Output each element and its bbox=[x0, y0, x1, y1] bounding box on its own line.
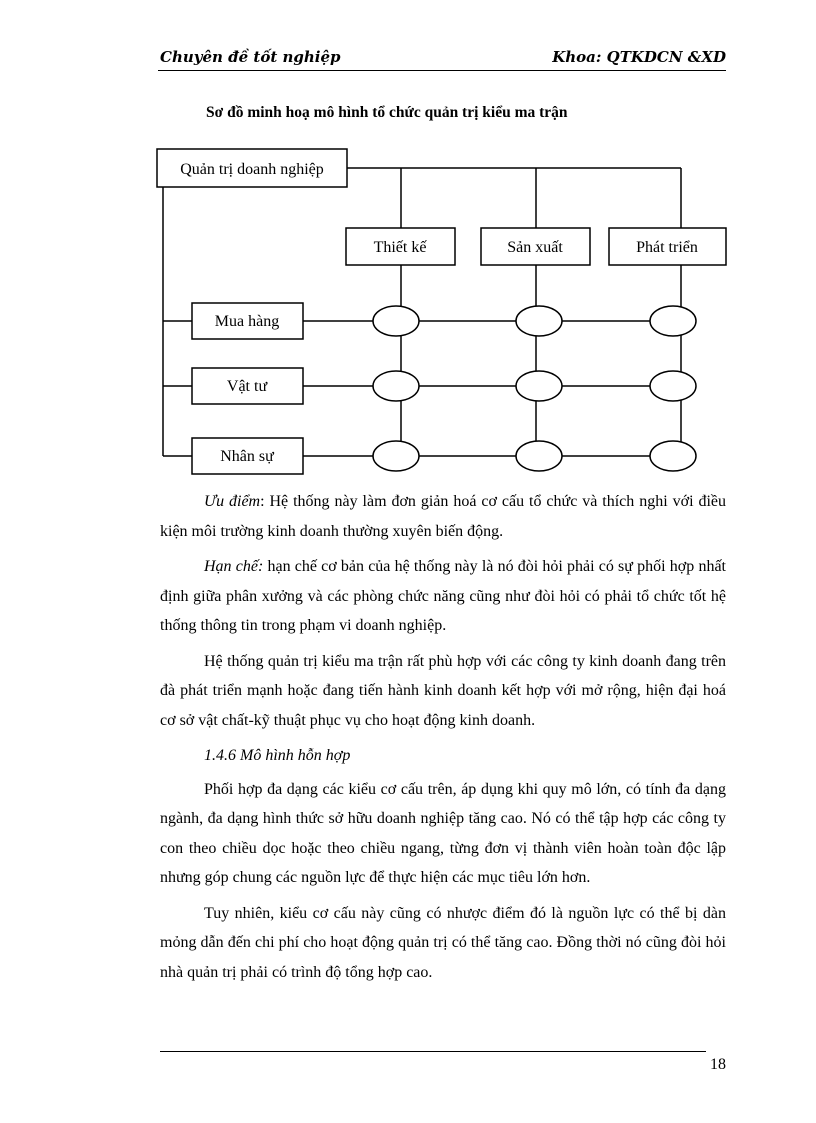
page-number: 18 bbox=[710, 1056, 726, 1073]
node-materials-production bbox=[516, 371, 562, 401]
diagram-title: Sơ đồ minh hoạ mô hình tổ chức quản trị kiểu ma trận bbox=[206, 104, 568, 121]
matrix-diagram bbox=[0, 0, 816, 490]
column-label-development: Phát triển bbox=[636, 239, 698, 256]
header-right: Khoa: QTKDCN &XD bbox=[552, 48, 726, 66]
root-label: Quản trị doanh nghiệp bbox=[180, 161, 324, 178]
body-text bbox=[160, 487, 726, 993]
limitation-paragraph bbox=[160, 552, 726, 641]
node-purchasing-development bbox=[650, 306, 696, 336]
header-left: Chuyên đề tốt nghiệp bbox=[160, 48, 341, 66]
suitability-paragraph: Hệ thống quản trị kiểu ma trận rất phù hợp với các công ty kinh doanh đang trên đà phát triển mạnh hoặc đang tiến hành kinh doanh kết hợp với mở rộng, hiện đại hoá cơ sở vật chất-kỹ thuật phục vụ cho hoạt động kinh doanh. bbox=[160, 652, 726, 729]
node-personnel-development bbox=[650, 441, 696, 471]
row-label-personnel: Nhân sự bbox=[220, 448, 274, 465]
section-heading: 1.4.6 Mô hình hỗn hợp bbox=[204, 747, 351, 764]
node-purchasing-production bbox=[516, 306, 562, 336]
hybrid-paragraph: Phối hợp đa dạng các kiểu cơ cấu trên, áp dụng khi quy mô lớn, có tính đa dạng ngành, đa dạng hình thức sở hữu doanh nghiệp tăng cao. Nó có thể tập hợp các công ty con theo chiều dọc hoặc theo chiều ngang, từng đơn vị thành viên hoàn toàn độc lập nhưng góp chung các nguồn lực để thực hiện các mục tiêu lớn hơn. bbox=[160, 780, 726, 886]
node-purchasing-design bbox=[373, 306, 419, 336]
node-materials-design bbox=[373, 371, 419, 401]
node-materials-development bbox=[650, 371, 696, 401]
row-label-materials: Vật tư bbox=[226, 378, 268, 395]
drawback-paragraph: Tuy nhiên, kiểu cơ cấu này cũng có nhược điểm đó là nguồn lực có thể bị dàn mỏng dẫn đến chi phí cho hoạt động quản trị có thể tăng cao. Đồng thời nó cũng đòi hỏi nhà quản trị phải có trình độ tổng hợp cao. bbox=[160, 904, 726, 981]
advantage-label: Ưu điểm bbox=[204, 493, 261, 510]
row-label-purchasing: Mua hàng bbox=[214, 313, 280, 330]
limitation-label: Hạn chế: bbox=[204, 558, 264, 575]
node-personnel-design bbox=[373, 441, 419, 471]
node-personnel-production bbox=[516, 441, 562, 471]
column-label-design: Thiết kế bbox=[373, 239, 427, 256]
limitation-text: hạn chế cơ bản của hệ thống này là nó đòi hỏi phải có sự phối hợp nhất định giữa phân xưởng và các phòng chức năng cũng như đòi hỏi có phải tổ chức tốt hệ thống thông tin trong phạm vi doanh nghiệp. bbox=[160, 558, 726, 634]
footer-rule bbox=[160, 1051, 706, 1052]
column-label-production: Sản xuất bbox=[507, 239, 563, 256]
advantage-text: : Hệ thống này làm đơn giản hoá cơ cấu tổ chức và thích nghi với điều kiện môi trường kinh doanh thường xuyên biến động. bbox=[160, 493, 726, 540]
advantage-paragraph bbox=[160, 487, 726, 546]
